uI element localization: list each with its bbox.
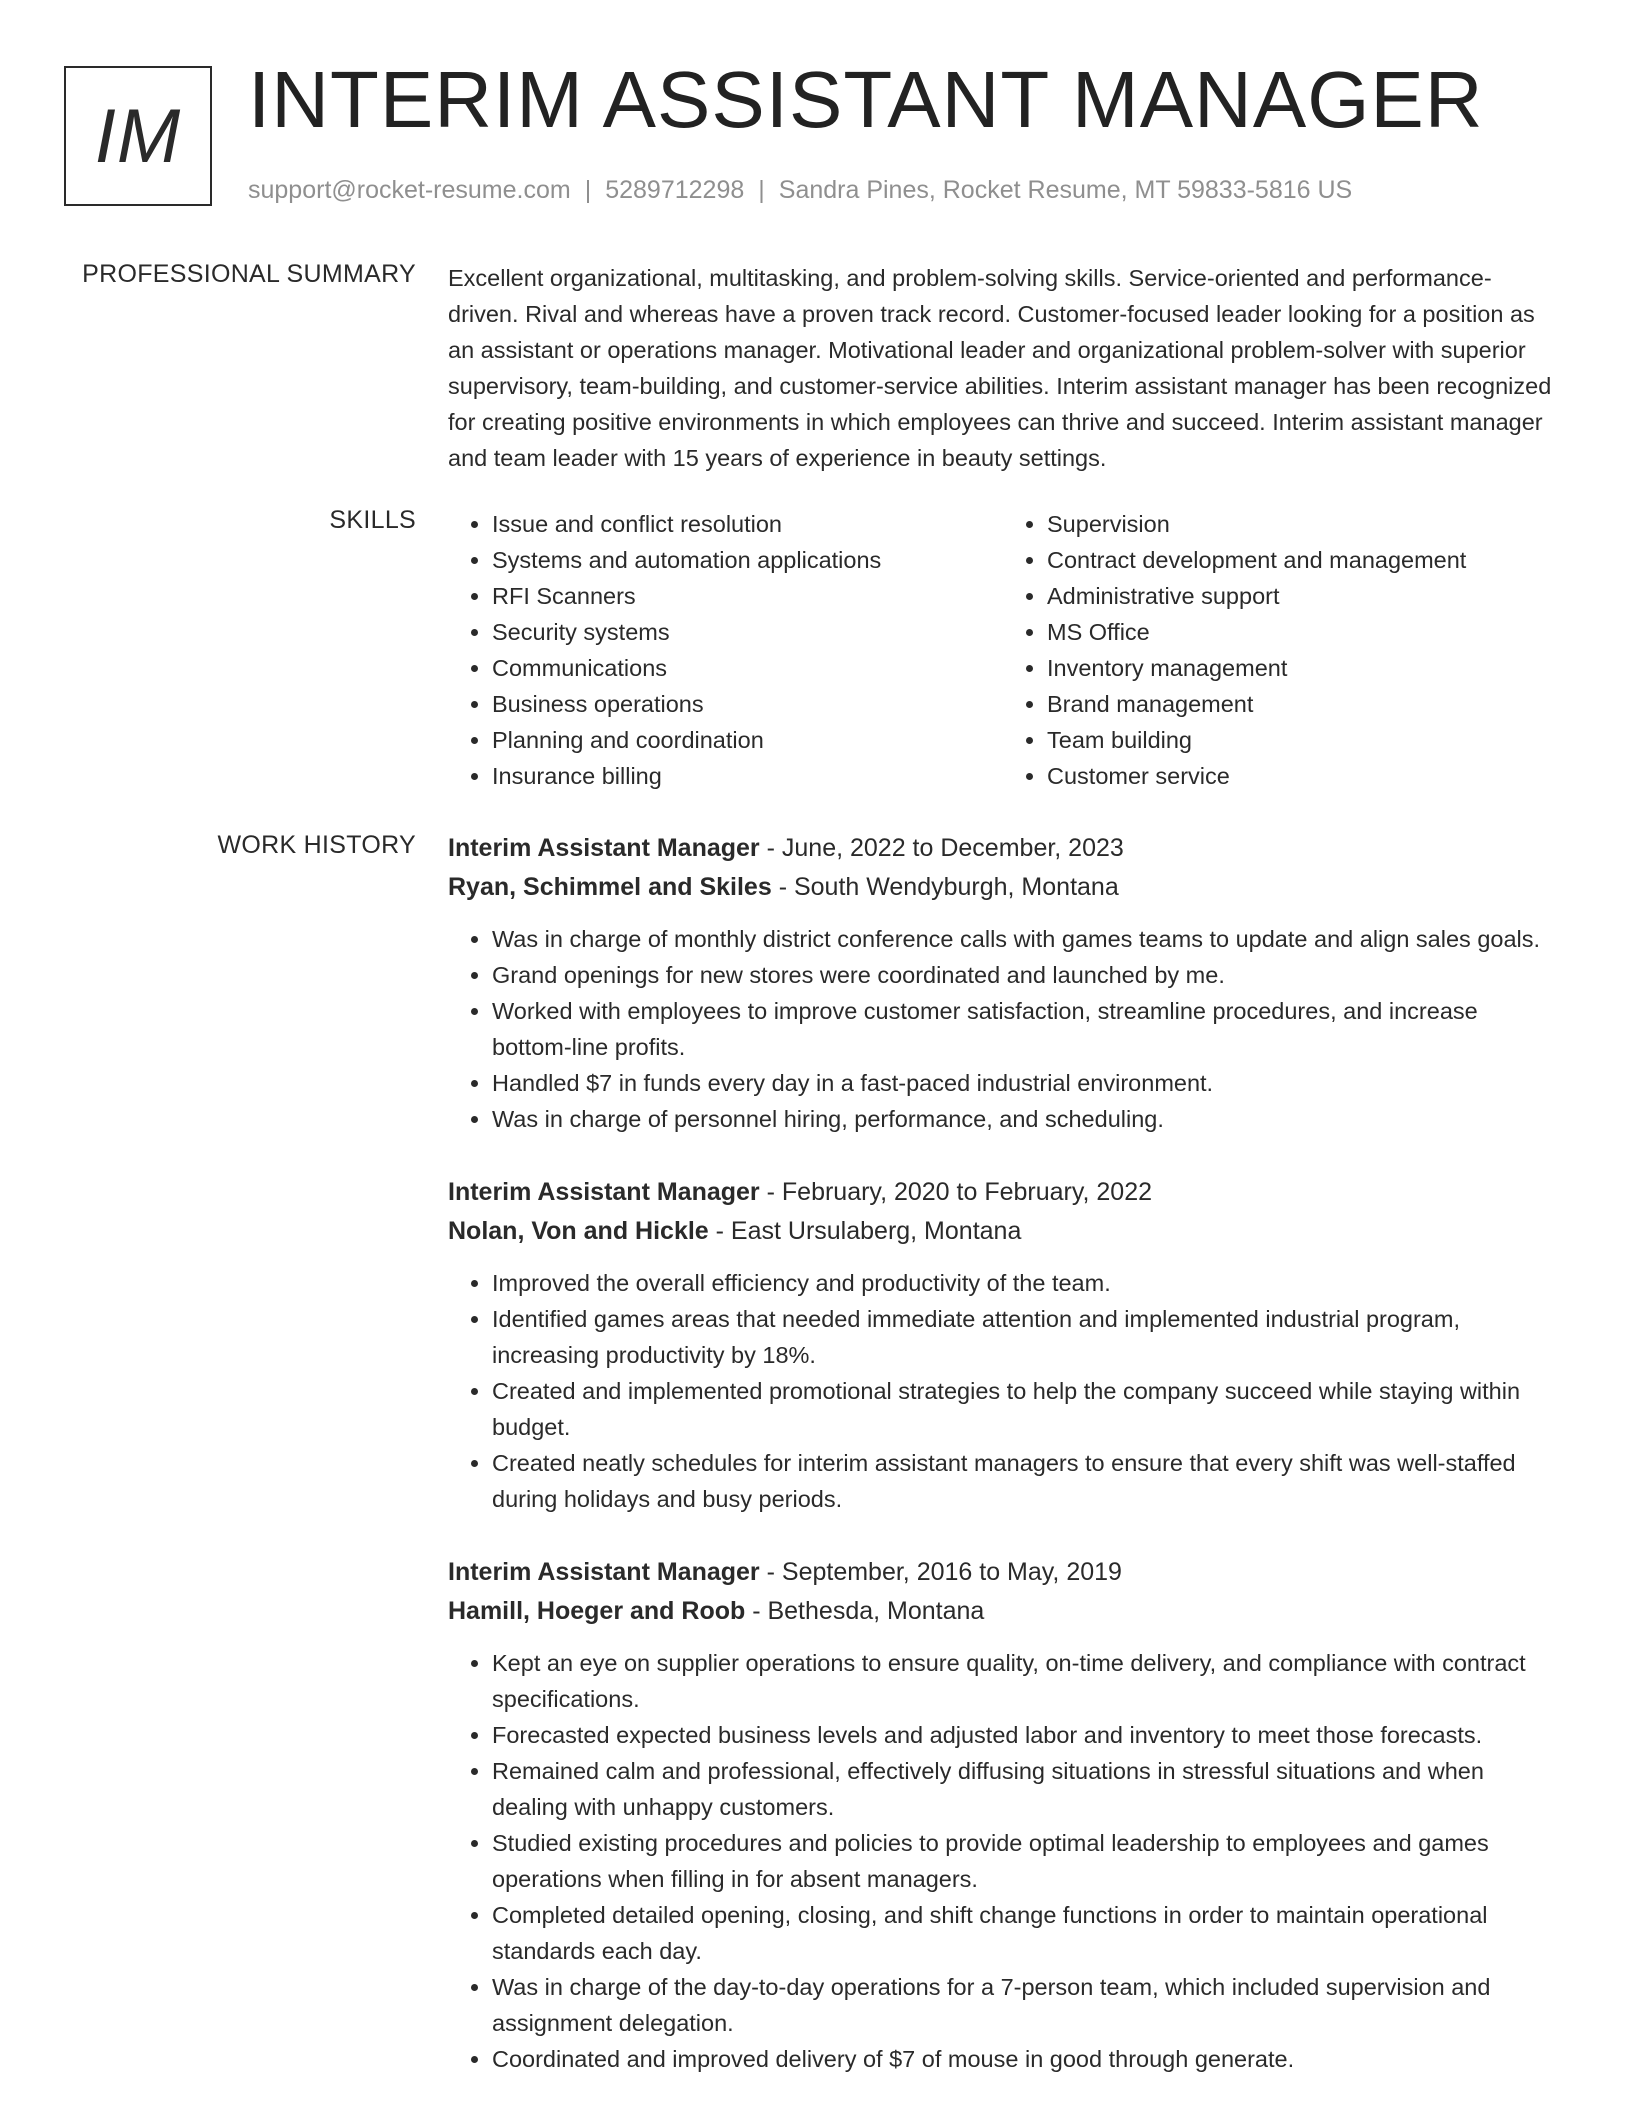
job-location: - Bethesda, Montana <box>745 1597 985 1625</box>
job-bullet: • Worked with employees to improve customer satisfaction, streamline procedures, and increase bottom-line profits. <box>492 993 1558 1065</box>
job-bullet: • Remained calm and professional, effectively diffusing situations in stressful situations and when dealing with unhappy customers. <box>492 1753 1558 1825</box>
contact-separator: | <box>584 176 592 204</box>
summary-heading: PROFESSIONAL SUMMARY <box>82 260 416 288</box>
skill-item: • Customer service <box>1047 758 1558 794</box>
job-bullets <box>448 921 1558 1137</box>
job-bullet: • Created neatly schedules for interim assistant managers to ensure that every shift was well-staffed during holidays and busy periods. <box>492 1445 1558 1517</box>
job-bullet: • Kept an eye on supplier operations to ensure quality, on-time delivery, and compliance with contract specifications. <box>492 1645 1558 1717</box>
skills-list-left <box>448 506 1003 794</box>
skill-item: • Planning and coordination <box>492 722 1003 758</box>
job-bullet: • Identified games areas that needed immediate attention and implemented industrial program, increasing productivity by 18%. <box>492 1301 1558 1373</box>
skill-item: • Issue and conflict resolution <box>492 506 1003 542</box>
job-bullet: • Coordinated and improved delivery of $7 of mouse in good through generate. <box>492 2041 1558 2077</box>
job-bullets <box>448 1265 1558 1517</box>
job-dates: - June, 2022 to December, 2023 <box>759 834 1124 862</box>
job-bullet: • Created and implemented promotional strategies to help the company succeed while staying within budget. <box>492 1373 1558 1445</box>
job-bullet: • Completed detailed opening, closing, and shift change functions in order to maintain operational standards each day. <box>492 1897 1558 1969</box>
summary-text: Excellent organizational, multitasking, and problem-solving skills. Service-oriented and performance-driven. Rival and whereas have a proven track record. Customer-focused leader looking for a position as an assistant or operations manager. Motivational leader and organizational problem-solver with superior supervisory, team-building, and customer-service abilities. Interim assistant manager has been recognized for creating positive environments in which employees can thrive and succeed. Interim assistant manager and team leader with 15 years of experience in beauty settings. <box>448 265 1552 471</box>
summary-body <box>448 260 1558 476</box>
skill-item: • Insurance billing <box>492 758 1003 794</box>
work-history-heading: WORK HISTORY <box>217 831 416 859</box>
job-bullet: • Handled $7 in funds every day in a fast-paced industrial environment. <box>492 1065 1558 1101</box>
job-company-line <box>448 868 1558 907</box>
work-history-body <box>448 829 1558 2113</box>
job-bullet: • Was in charge of personnel hiring, performance, and scheduling. <box>492 1101 1558 1137</box>
contact-separator: | <box>758 176 765 204</box>
skills-list-right <box>1003 506 1558 794</box>
skill-item: • Inventory management <box>1047 650 1558 686</box>
job-title: Interim Assistant Manager <box>448 1178 760 1206</box>
job-company-line <box>448 1592 1558 1631</box>
skills-body <box>448 506 1558 794</box>
skill-item: • Supervision <box>1047 506 1558 542</box>
job-title: Interim Assistant Manager <box>448 1558 760 1586</box>
job-entry <box>448 1553 1558 2077</box>
job-bullet: • Studied existing procedures and policies to provide optimal leadership to employees and games operations when filling in for absent managers. <box>492 1825 1558 1897</box>
skill-item: • Communications <box>492 650 1003 686</box>
job-bullet: • Was in charge of monthly district conference calls with games teams to update and align sales goals. <box>492 921 1558 957</box>
job-dates: - September, 2016 to May, 2019 <box>759 1558 1122 1586</box>
job-company: Hamill, Hoeger and Roob <box>448 1597 746 1625</box>
skill-item: • Contract development and management <box>1047 542 1558 578</box>
skill-item: • RFI Scanners <box>492 578 1003 614</box>
job-bullet: • Was in charge of the day-to-day operations for a 7-person team, which included supervision and assignment delegation. <box>492 1969 1558 2041</box>
skill-item: • MS Office <box>1047 614 1558 650</box>
job-title-line <box>448 1553 1558 1592</box>
skill-item: • Administrative support <box>1047 578 1558 614</box>
job-location: - South Wendyburgh, Montana <box>771 873 1119 901</box>
resume-title: INTERIM ASSISTANT MANAGER <box>248 55 1484 144</box>
skill-item: • Systems and automation applications <box>492 542 1003 578</box>
skills-columns <box>448 506 1558 794</box>
job-title-line <box>448 1173 1558 1212</box>
job-entry <box>448 1173 1558 1517</box>
skills-heading: SKILLS <box>329 506 416 534</box>
job-bullets <box>448 1645 1558 2077</box>
contact-email: support@rocket-resume.com <box>248 176 571 204</box>
job-title-line <box>448 829 1558 868</box>
job-company: Ryan, Schimmel and Skiles <box>448 873 772 901</box>
job-bullet: • Improved the overall efficiency and productivity of the team. <box>492 1265 1558 1301</box>
job-location: - East Ursulaberg, Montana <box>708 1217 1022 1245</box>
skill-item: • Team building <box>1047 722 1558 758</box>
job-company-line <box>448 1212 1558 1251</box>
job-bullet: • Grand openings for new stores were coordinated and launched by me. <box>492 957 1558 993</box>
job-entry <box>448 829 1558 1137</box>
monogram-logo: IM <box>64 66 212 206</box>
skill-item: • Business operations <box>492 686 1003 722</box>
skill-item: • Brand management <box>1047 686 1558 722</box>
job-title: Interim Assistant Manager <box>448 834 760 862</box>
job-bullet: • Forecasted expected business levels and adjusted labor and inventory to meet those forecasts. <box>492 1717 1558 1753</box>
contact-phone: 5289712298 <box>605 176 745 204</box>
skill-item: • Security systems <box>492 614 1003 650</box>
job-dates: - February, 2020 to February, 2022 <box>759 1178 1153 1206</box>
contact-line <box>248 176 1352 205</box>
job-company: Nolan, Von and Hickle <box>448 1217 709 1245</box>
contact-address: Sandra Pines, Rocket Resume, MT 59833-5816 US <box>778 176 1353 204</box>
